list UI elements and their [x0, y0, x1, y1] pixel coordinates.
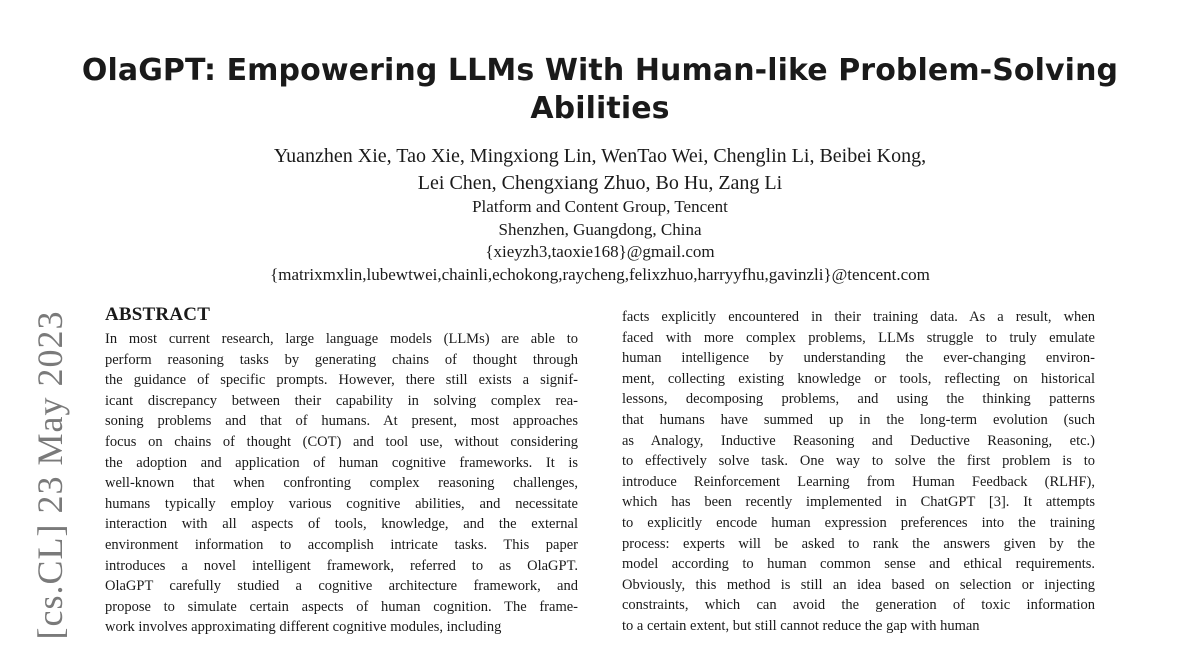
body-line: lessons, decomposing problems, and using the thinking patterns — [622, 391, 1095, 408]
body-line: constraints, which can avoid the generation of toxic information — [622, 597, 1095, 614]
paper-title — [0, 52, 1200, 128]
author-line-1: Yuanzhen Xie, Tao Xie, Mingxiong Lin, WenTao Wei, Chenglin Li, Beibei Kong, — [273, 145, 927, 167]
body-line: process: experts will be asked to rank the answers given by the — [622, 535, 1095, 552]
body-line: which has been recently implemented in ChatGPT [3]. It attempts — [622, 494, 1095, 511]
intro-text — [622, 307, 1095, 637]
affiliation-org: Platform and Content Group, Tencent — [472, 197, 728, 216]
abstract-line: the adoption and application of human cognitive frameworks. It is — [105, 454, 578, 471]
left-column — [105, 304, 578, 638]
affiliation-location: Shenzhen, Guangdong, China — [498, 219, 702, 239]
abstract-line: the guidance of specific prompts. However, there still exists a signif- — [105, 372, 578, 389]
right-column — [622, 307, 1095, 637]
abstract-heading: ABSTRACT — [105, 304, 211, 325]
abstract-text — [105, 329, 578, 638]
body-line: faced with more complex problems, LLMs struggle to truly emulate — [622, 329, 1095, 346]
abstract-line: icant discrepancy between their capability in solving complex rea- — [105, 392, 578, 409]
abstract-line: perform reasoning tasks by generating chains of thought through — [105, 351, 578, 368]
author-list — [0, 143, 1200, 197]
body-line: introduce Reinforcement Learning from Human Feedback (RLHF), — [622, 473, 1095, 490]
body-line: as Analogy, Inductive Reasoning and Deductive Reasoning, etc.) — [622, 432, 1095, 449]
body-line: model according to human common sense and ethical requirements. — [622, 556, 1095, 573]
abstract-line: focus on chains of thought (COT) and tool use, without considering — [105, 433, 578, 450]
title-line-2: Abilities — [530, 91, 670, 126]
body-line: ment, collecting existing knowledge or tools, reflecting on historical — [622, 370, 1095, 387]
title-line-1: OlaGPT: Empowering LLMs With Human-like Problem-Solving — [81, 53, 1119, 88]
body-line: facts explicitly encountered in their training data. As a result, when — [622, 309, 1095, 325]
arxiv-side-stamp: [cs.CL] 23 May 2023 — [30, 310, 70, 640]
body-line: to a certain extent, but still cannot reduce the gap with human — [622, 617, 980, 634]
abstract-line: In most current research, large language models (LLMs) are able to — [105, 331, 578, 347]
abstract-line: work involves approximating different cognitive modules, including — [105, 619, 502, 636]
affiliation-block — [0, 196, 1200, 286]
abstract-line: propose to simulate certain aspects of human cognition. The frame- — [105, 598, 578, 615]
author-line-2: Lei Chen, Chengxiang Zhuo, Bo Hu, Zang Li — [417, 172, 783, 194]
abstract-line: humans typically employ various cognitive abilities, and necessitate — [105, 495, 578, 512]
body-line: to explicitly encode human expression preferences into the training — [622, 514, 1095, 531]
body-line: that humans have summed up in the long-term evolution (such — [622, 411, 1095, 428]
body-line: human intelligence by understanding the ever-changing environ- — [622, 350, 1095, 367]
affiliation-email-tencent: {matrixmxlin,lubewtwei,chainli,echokong,raycheng,felixzhuo,harryyfhu,gavinzli}@tencent.com — [270, 264, 930, 284]
abstract-line: environment information to accomplish intricate tasks. This paper — [105, 536, 578, 553]
abstract-line: soning problems and that of humans. At present, most approaches — [105, 413, 578, 430]
abstract-line: OlaGPT carefully studied a cognitive architecture framework, and — [105, 578, 578, 595]
abstract-line: well-known that when confronting complex reasoning challenges, — [105, 475, 578, 492]
affiliation-email-gmail: {xieyzh3,taoxie168}@gmail.com — [485, 242, 715, 262]
abstract-line: interaction with all aspects of tools, knowledge, and the external — [105, 516, 578, 533]
abstract-line: introduces a novel intelligent framework, referred to as OlaGPT. — [105, 557, 578, 574]
body-line: Obviously, this method is still an idea based on selection or injecting — [622, 576, 1095, 593]
body-line: to effectively solve task. One way to solve the first problem is to — [622, 453, 1095, 470]
